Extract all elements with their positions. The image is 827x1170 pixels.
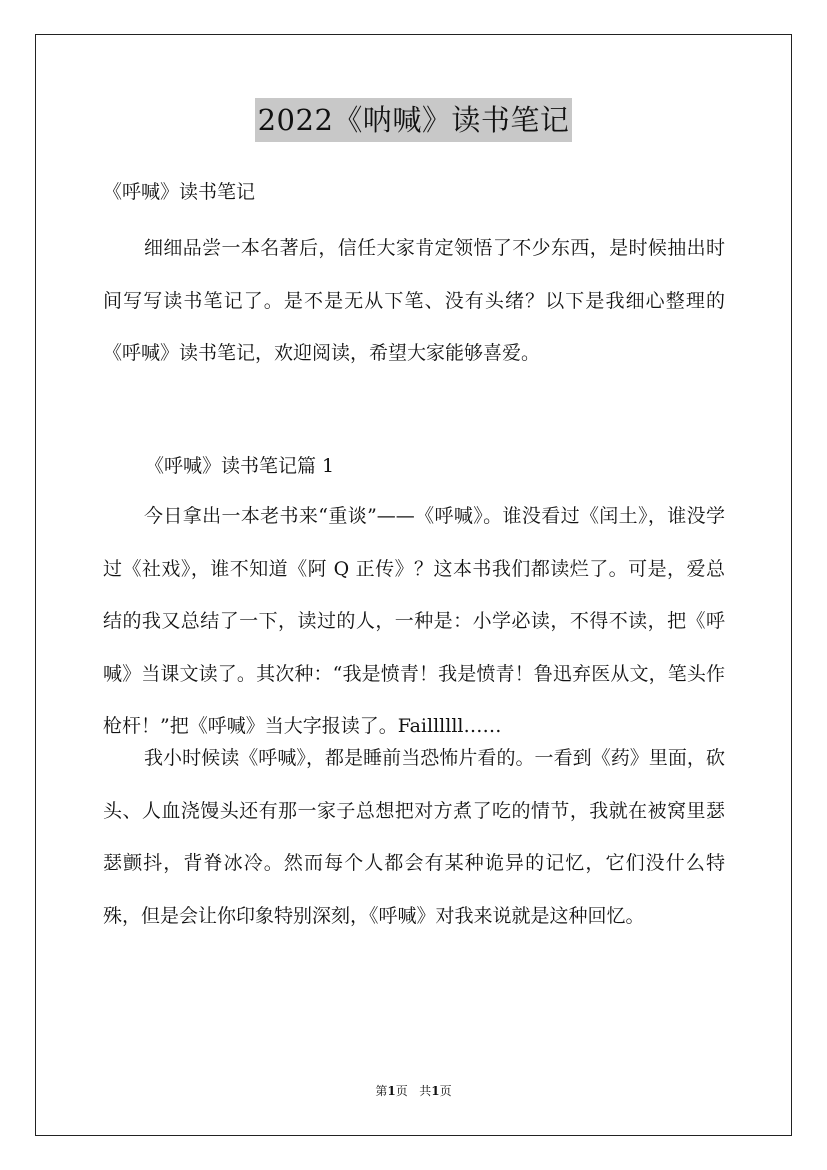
footer-page-prefix: 第 bbox=[375, 1084, 388, 1098]
title-container bbox=[0, 98, 827, 142]
footer-total-pages: 1 bbox=[431, 1084, 440, 1098]
document-subtitle: 《呼喊》读书笔记 bbox=[103, 181, 256, 203]
footer-page-number: 1 bbox=[387, 1084, 396, 1098]
body-paragraph-1: 今日拿出一本老书来“重谈”——《呼喊》。谁没看过《闰土》，谁没学过《社戏》，谁不知道《阿 Q 正传》？这本书我们都读烂了。可是，爱总结的我又总结了一下，读过的人，一种是：小学必读，不得不读，把《呼喊》当课文读了。其次种：“我是愤青！我是愤青！鲁迅弃医从文，笔头作枪杆！”把《呼喊》当大字报读了。Faillllll…… bbox=[103, 505, 725, 737]
body-paragraph-2: 我小时候读《呼喊》，都是睡前当恐怖片看的。一看到《药》里面，砍头、人血浇馒头还有那一家子总想把对方煮了吃的情节，我就在被窝里瑟瑟颤抖，背脊冰冷。然而每个人都会有某种诡异的记忆，它们没什么特殊，但是会让你印象特别深刻，《呼喊》对我来说就是这种回忆。 bbox=[103, 747, 725, 927]
section-heading: 《呼喊》读书笔记篇 1 bbox=[145, 455, 335, 477]
footer-page-suffix: 页 bbox=[395, 1084, 408, 1098]
footer-total-suffix: 页 bbox=[439, 1084, 452, 1098]
footer-total-prefix: 共 bbox=[419, 1084, 432, 1098]
intro-paragraph: 细细品尝一本名著后，信任大家肯定领悟了不少东西，是时候抽出时间写写读书笔记了。是不是无从下笔、没有头绪？以下是我细心整理的《呼喊》读书笔记，欢迎阅读，希望大家能够喜爱。 bbox=[103, 237, 725, 364]
document-title: 2022《呐喊》读书笔记 bbox=[255, 98, 573, 142]
page-footer bbox=[0, 1082, 827, 1100]
